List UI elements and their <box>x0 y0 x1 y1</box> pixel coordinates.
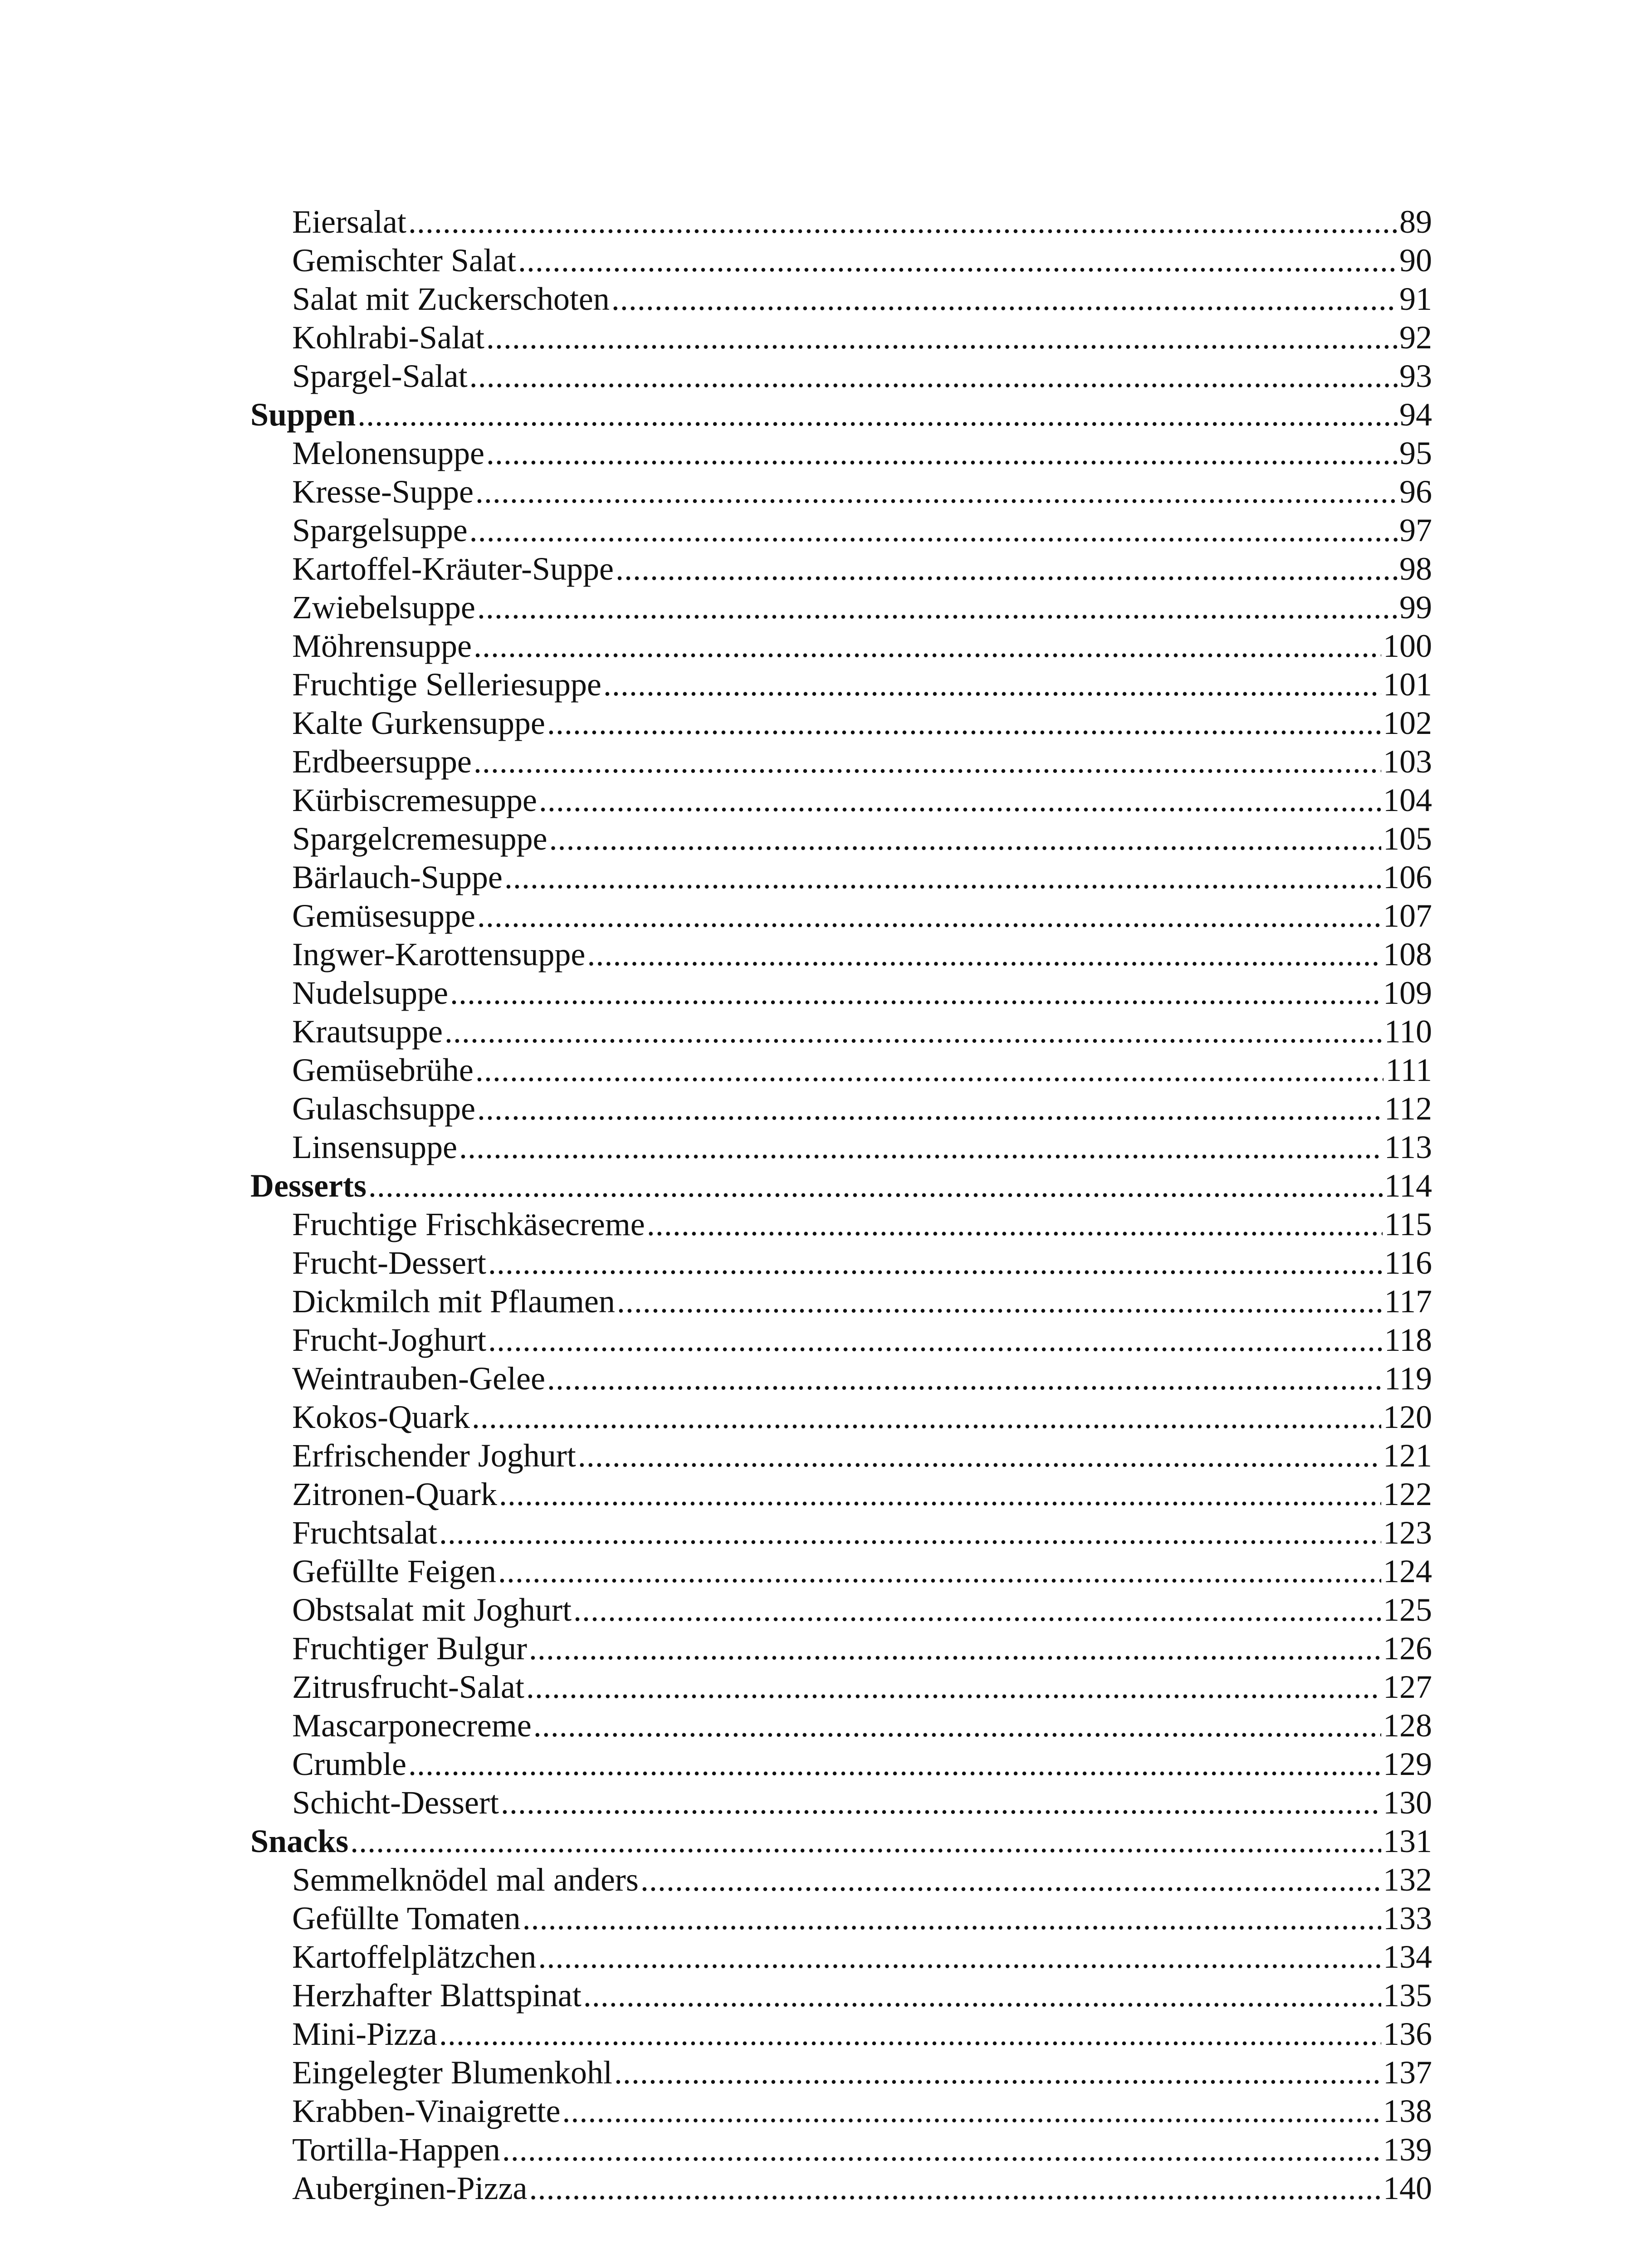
toc-entry[interactable] <box>250 1899 1432 1938</box>
toc-entry[interactable] <box>250 1244 1432 1282</box>
toc-page-number: 139 <box>1383 2131 1432 2168</box>
toc-entry-title: Gefüllte Tomaten <box>292 1900 521 1936</box>
toc-entry[interactable] <box>250 473 1432 511</box>
dot-leader <box>475 1051 1384 1090</box>
toc-entry[interactable] <box>250 588 1432 627</box>
toc-page-number: 110 <box>1384 1013 1432 1050</box>
toc-page-number: 138 <box>1383 2093 1432 2129</box>
toc-entry[interactable] <box>250 511 1432 550</box>
toc-page-number: 134 <box>1383 1939 1432 1975</box>
dot-leader <box>488 1321 1383 1359</box>
toc-page-number: 128 <box>1383 1707 1432 1744</box>
toc-page-number: 90 <box>1399 242 1432 279</box>
toc-entry-title: Krautsuppe <box>292 1013 443 1050</box>
dot-leader <box>350 1822 1381 1861</box>
toc-entry[interactable] <box>250 1784 1432 1822</box>
dot-leader <box>477 1090 1383 1128</box>
dot-leader <box>562 2092 1381 2131</box>
toc-entry-title: Kokos-Quark <box>292 1399 470 1435</box>
toc-entry[interactable] <box>250 1398 1432 1437</box>
dot-leader <box>368 1167 1383 1205</box>
toc-page-number: 117 <box>1384 1283 1432 1320</box>
toc-entry[interactable] <box>250 203 1432 241</box>
toc-page-number: 132 <box>1383 1862 1432 1898</box>
toc-entry[interactable] <box>250 1437 1432 1475</box>
dot-leader <box>616 550 1398 588</box>
toc-page-number: 103 <box>1383 743 1432 780</box>
toc-entry[interactable] <box>250 1282 1432 1321</box>
toc-page-number: 133 <box>1383 1900 1432 1936</box>
toc-entry-title: Tortilla-Happen <box>292 2131 500 2168</box>
toc-entry[interactable] <box>250 318 1432 357</box>
toc-page-number: 100 <box>1383 628 1432 664</box>
toc-entry[interactable] <box>250 550 1432 588</box>
toc-entry-title: Salat mit Zuckerschoten <box>292 281 610 317</box>
toc-page-number: 115 <box>1384 1206 1432 1242</box>
toc-page-number: 97 <box>1399 512 1432 548</box>
dot-leader <box>501 1784 1381 1822</box>
toc-entry-title: Krabben-Vinaigrette <box>292 2093 561 2129</box>
dot-leader <box>549 820 1381 858</box>
toc-entry[interactable] <box>250 781 1432 820</box>
toc-entry-title: Fruchtige Selleriesuppe <box>292 666 601 703</box>
toc-entry-title: Mini-Pizza <box>292 2016 437 2052</box>
toc-entry[interactable] <box>250 2131 1432 2169</box>
toc-entry-title: Crumble <box>292 1746 406 1782</box>
toc-entry[interactable] <box>250 897 1432 935</box>
toc-page-number: 105 <box>1383 821 1432 857</box>
toc-entry[interactable] <box>250 1745 1432 1784</box>
dot-leader <box>578 1437 1381 1475</box>
toc-page-number: 126 <box>1383 1630 1432 1667</box>
toc-entry-title: Nudelsuppe <box>292 975 448 1011</box>
dot-leader <box>522 1899 1381 1938</box>
toc-entry-title: Bärlauch-Suppe <box>292 859 503 895</box>
dot-leader <box>469 511 1398 550</box>
toc-entry[interactable] <box>250 1205 1432 1244</box>
toc-entry-title: Zitrusfrucht-Salat <box>292 1669 524 1705</box>
toc-entry[interactable] <box>250 1668 1432 1706</box>
toc-page-number: 124 <box>1383 1553 1432 1589</box>
dot-leader <box>450 974 1381 1012</box>
toc-entry-title: Erfrischender Joghurt <box>292 1437 576 1474</box>
toc-entry-title: Gemüsesuppe <box>292 898 475 934</box>
toc-page-number: 118 <box>1384 1322 1432 1358</box>
dot-leader <box>408 203 1398 241</box>
toc-entry[interactable] <box>250 2169 1432 2208</box>
toc-entry-title: Auberginen-Pizza <box>292 2170 528 2206</box>
toc-entry[interactable] <box>250 434 1432 473</box>
toc-page-number: 116 <box>1384 1245 1432 1281</box>
toc-entry-title: Kohlrabi-Salat <box>292 319 484 356</box>
toc-entry-title: Melonensuppe <box>292 435 484 471</box>
toc-page-number: 125 <box>1383 1592 1432 1628</box>
toc-entry[interactable] <box>250 935 1432 974</box>
dot-leader <box>611 280 1398 318</box>
toc-page-number: 108 <box>1383 936 1432 973</box>
toc-page-number: 119 <box>1384 1360 1432 1397</box>
dot-leader <box>538 1938 1381 1976</box>
toc-entry-title: Möhrensuppe <box>292 628 472 664</box>
dot-leader <box>533 1706 1381 1745</box>
toc-page-number: 130 <box>1383 1784 1432 1821</box>
dot-leader <box>529 1629 1381 1668</box>
toc-page-number: 94 <box>1399 396 1432 433</box>
toc-entry-title: Fruchtiger Bulgur <box>292 1630 527 1667</box>
toc-entry-title: Eingelegter Blumenkohl <box>292 2054 612 2091</box>
dot-leader <box>475 473 1398 511</box>
dot-leader <box>547 704 1381 743</box>
toc-entry[interactable] <box>250 2053 1432 2092</box>
toc-entry-title: Kartoffel-Kräuter-Suppe <box>292 551 614 587</box>
toc-entry[interactable] <box>250 858 1432 897</box>
toc-entry[interactable] <box>250 1938 1432 1976</box>
toc-entry[interactable] <box>250 665 1432 704</box>
toc-entry-title: Kürbiscremesuppe <box>292 782 537 818</box>
toc-entry-title: Herzhafter Blattspinat <box>292 1977 582 2014</box>
toc-entry-title: Gulaschsuppe <box>292 1090 475 1127</box>
dot-leader <box>539 781 1381 820</box>
toc-entry-title: Zwiebelsuppe <box>292 589 475 626</box>
toc-section-entry[interactable] <box>250 1167 1432 1205</box>
toc-entry-title: Spargel-Salat <box>292 358 468 394</box>
toc-page-number: 112 <box>1384 1090 1432 1127</box>
toc-page-number: 92 <box>1399 319 1432 356</box>
toc-entry-title: Eiersalat <box>292 204 406 240</box>
toc-entry-title: Frucht-Dessert <box>292 1245 486 1281</box>
dot-leader <box>472 1398 1381 1437</box>
toc-entry[interactable] <box>250 1090 1432 1128</box>
toc-entry-title: Erdbeersuppe <box>292 743 472 780</box>
toc-section-entry[interactable] <box>250 396 1432 434</box>
dot-leader <box>474 743 1381 781</box>
toc-entry-title: Kresse-Suppe <box>292 474 474 510</box>
toc-entry[interactable] <box>250 1475 1432 1514</box>
toc-section-title: Suppen <box>250 396 356 433</box>
toc-entry-title: Gefüllte Feigen <box>292 1553 496 1589</box>
dot-leader <box>498 1552 1381 1591</box>
dot-leader <box>529 2169 1381 2208</box>
toc-entry[interactable] <box>250 1706 1432 1745</box>
toc-entry-title: Fruchtige Frischkäsecreme <box>292 1206 645 1242</box>
dot-leader <box>486 434 1398 473</box>
dot-leader <box>526 1668 1381 1706</box>
toc-entry[interactable] <box>250 1012 1432 1051</box>
toc-entry-title: Fruchtsalat <box>292 1515 437 1551</box>
toc-entry-title: Kalte Gurkensuppe <box>292 705 545 741</box>
toc-entry[interactable] <box>250 357 1432 396</box>
toc-page-number: 122 <box>1383 1476 1432 1512</box>
dot-leader <box>502 2131 1381 2169</box>
dot-leader <box>459 1128 1383 1167</box>
dot-leader <box>469 357 1398 396</box>
toc-page-number: 131 <box>1383 1823 1432 1859</box>
toc-entry[interactable] <box>250 1591 1432 1629</box>
toc-page-number: 96 <box>1399 474 1432 510</box>
toc-entry[interactable] <box>250 280 1432 318</box>
toc-page-number: 99 <box>1399 589 1432 626</box>
toc-entry[interactable] <box>250 1359 1432 1398</box>
toc-page-number: 123 <box>1383 1515 1432 1551</box>
toc-entry-title: Gemischter Salat <box>292 242 516 279</box>
dot-leader <box>647 1205 1383 1244</box>
dot-leader <box>477 588 1398 627</box>
toc-page-number: 98 <box>1399 551 1432 587</box>
toc-entry[interactable] <box>250 241 1432 280</box>
toc-page-number: 101 <box>1383 666 1432 703</box>
toc-entry[interactable] <box>250 2092 1432 2131</box>
dot-leader <box>573 1591 1381 1629</box>
toc-entry[interactable] <box>250 1552 1432 1591</box>
toc-entry-title: Dickmilch mit Pflaumen <box>292 1283 615 1320</box>
toc-section-title: Snacks <box>250 1823 349 1859</box>
toc-page-number: 127 <box>1383 1669 1432 1705</box>
toc-entry-title: Weintrauben-Gelee <box>292 1360 545 1397</box>
toc-entry-title: Zitronen-Quark <box>292 1476 497 1512</box>
toc-entry-title: Ingwer-Karottensuppe <box>292 936 586 973</box>
dot-leader <box>439 1514 1381 1552</box>
toc-entry[interactable] <box>250 974 1432 1012</box>
toc-section-entry[interactable] <box>250 1822 1432 1861</box>
toc-entry[interactable] <box>250 1629 1432 1668</box>
toc-page-number: 120 <box>1383 1399 1432 1435</box>
toc-entry[interactable] <box>250 704 1432 743</box>
dot-leader <box>357 396 1398 434</box>
table-of-contents <box>250 203 1432 2208</box>
dot-leader <box>445 1012 1383 1051</box>
dot-leader <box>486 318 1398 357</box>
dot-leader <box>439 2015 1381 2053</box>
toc-page-number: 109 <box>1383 975 1432 1011</box>
toc-page-number: 114 <box>1384 1168 1432 1204</box>
toc-entry-title: Semmelknödel mal anders <box>292 1862 639 1898</box>
toc-entry[interactable] <box>250 2015 1432 2053</box>
toc-page-number: 106 <box>1383 859 1432 895</box>
dot-leader <box>547 1359 1383 1398</box>
toc-entry[interactable] <box>250 1976 1432 2015</box>
toc-entry[interactable] <box>250 1128 1432 1167</box>
toc-page-number: 104 <box>1383 782 1432 818</box>
toc-page-number: 91 <box>1399 281 1432 317</box>
toc-page-number: 135 <box>1383 1977 1432 2014</box>
toc-entry-title: Kartoffelplätzchen <box>292 1939 537 1975</box>
toc-entry-title: Schicht-Dessert <box>292 1784 499 1821</box>
dot-leader <box>617 1282 1383 1321</box>
toc-section-title: Desserts <box>250 1168 367 1204</box>
dot-leader <box>408 1745 1381 1784</box>
toc-page-number: 95 <box>1399 435 1432 471</box>
toc-page-number: 107 <box>1383 898 1432 934</box>
toc-entry[interactable] <box>250 820 1432 858</box>
toc-entry-title: Mascarponecreme <box>292 1707 532 1744</box>
dot-leader <box>640 1861 1381 1899</box>
toc-entry-title: Gemüsebrühe <box>292 1052 474 1088</box>
toc-entry[interactable] <box>250 1321 1432 1359</box>
toc-entry-title: Linsensuppe <box>292 1129 457 1165</box>
toc-page-number: 102 <box>1383 705 1432 741</box>
toc-entry-title: Spargelsuppe <box>292 512 468 548</box>
toc-page-number: 121 <box>1383 1437 1432 1474</box>
toc-entry-title: Frucht-Joghurt <box>292 1322 486 1358</box>
toc-entry[interactable] <box>250 1861 1432 1899</box>
toc-entry[interactable] <box>250 743 1432 781</box>
dot-leader <box>488 1244 1383 1282</box>
dot-leader <box>518 241 1398 280</box>
toc-entry[interactable] <box>250 1514 1432 1552</box>
toc-entry[interactable] <box>250 1051 1432 1090</box>
toc-page-number: 93 <box>1399 358 1432 394</box>
toc-page-number: 113 <box>1384 1129 1432 1165</box>
dot-leader <box>583 1976 1381 2015</box>
dot-leader <box>474 627 1381 665</box>
dot-leader <box>504 858 1381 897</box>
toc-page-number: 136 <box>1383 2016 1432 2052</box>
dot-leader <box>603 665 1381 704</box>
toc-page-number: 137 <box>1383 2054 1432 2091</box>
dot-leader <box>587 935 1381 974</box>
dot-leader <box>614 2053 1381 2092</box>
toc-entry-title: Spargelcremesuppe <box>292 821 548 857</box>
toc-page-number: 129 <box>1383 1746 1432 1782</box>
toc-page-number: 89 <box>1399 204 1432 240</box>
toc-page-number: 111 <box>1385 1052 1432 1088</box>
toc-entry[interactable] <box>250 627 1432 665</box>
toc-page-number: 140 <box>1383 2170 1432 2206</box>
dot-leader <box>499 1475 1381 1514</box>
toc-entry-title: Obstsalat mit Joghurt <box>292 1592 572 1628</box>
dot-leader <box>477 897 1381 935</box>
